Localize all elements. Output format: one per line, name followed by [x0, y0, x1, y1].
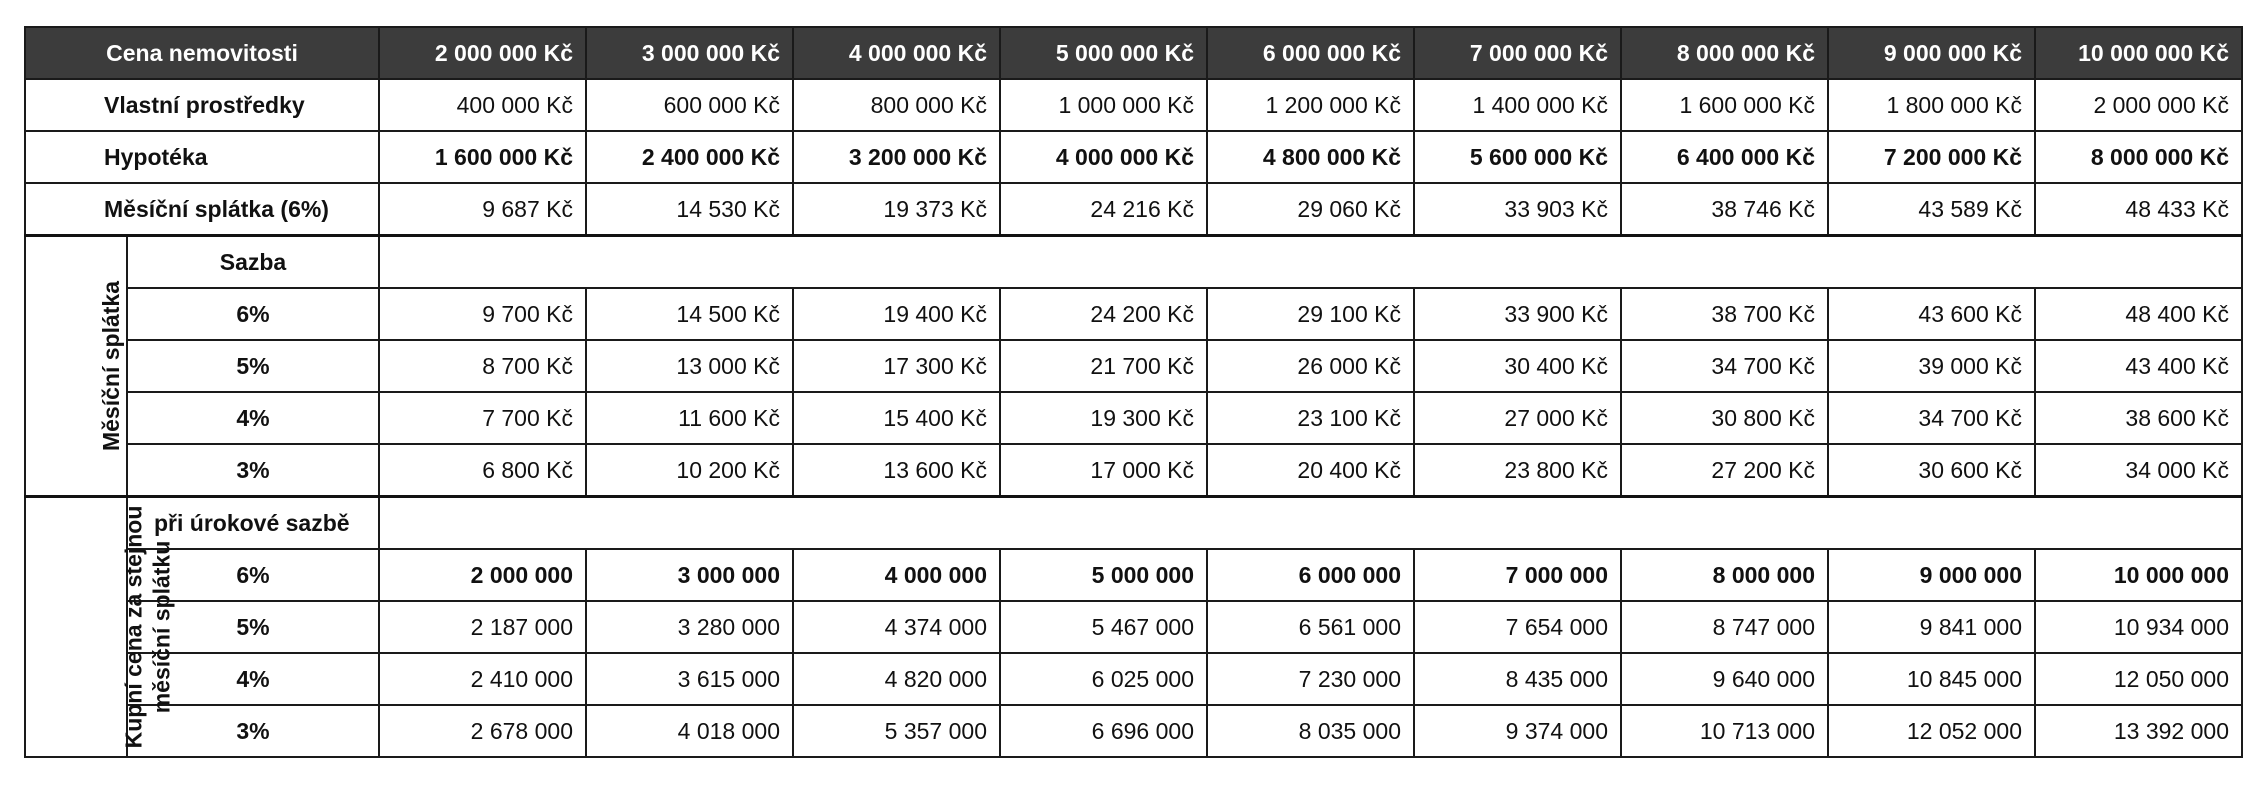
- own-funds-row: [25, 79, 2242, 131]
- table-cell: 3 615 000: [586, 653, 793, 705]
- table-cell: 20 400 Kč: [1207, 444, 1414, 497]
- table-cell: 7 230 000: [1207, 653, 1414, 705]
- table-cell: 600 000 Kč: [586, 79, 793, 131]
- table-cell: 43 400 Kč: [2035, 340, 2242, 392]
- table-cell: 30 400 Kč: [1414, 340, 1621, 392]
- table-cell: 3 000 000: [586, 549, 793, 601]
- table-cell: 26 000 Kč: [1207, 340, 1414, 392]
- table-cell: 7 200 000 Kč: [1828, 131, 2035, 183]
- table-cell: 19 373 Kč: [793, 183, 1000, 236]
- price-section-subheader: [25, 497, 2242, 550]
- table-cell: 30 600 Kč: [1828, 444, 2035, 497]
- row-label: Vlastní prostředky: [25, 79, 379, 131]
- mortgage-row: [25, 131, 2242, 183]
- table-cell: 23 800 Kč: [1414, 444, 1621, 497]
- table-cell: 14 530 Kč: [586, 183, 793, 236]
- payment-section-subheader: [25, 236, 2242, 289]
- table-cell: 48 433 Kč: [2035, 183, 2242, 236]
- rate-label: 6%: [127, 288, 379, 340]
- table-cell: 3 200 000 Kč: [793, 131, 1000, 183]
- table-cell: 5 357 000: [793, 705, 1000, 757]
- table-cell: 10 934 000: [2035, 601, 2242, 653]
- table-cell: 24 216 Kč: [1000, 183, 1207, 236]
- table-cell: 7 654 000: [1414, 601, 1621, 653]
- table-cell: 15 400 Kč: [793, 392, 1000, 444]
- table-cell: 12 052 000: [1828, 705, 2035, 757]
- rate-subheader: Sazba: [127, 236, 379, 289]
- table-cell: 2 678 000: [379, 705, 586, 757]
- table-row: [25, 601, 2242, 653]
- rate-label: 3%: [127, 705, 379, 757]
- table-cell: 33 900 Kč: [1414, 288, 1621, 340]
- table-cell: 29 060 Kč: [1207, 183, 1414, 236]
- table-cell: 10 845 000: [1828, 653, 2035, 705]
- table-cell: 5 000 000: [1000, 549, 1207, 601]
- table-cell: 7 700 Kč: [379, 392, 586, 444]
- table-cell: 10 713 000: [1621, 705, 1828, 757]
- table-cell: 13 392 000: [2035, 705, 2242, 757]
- table-cell: 27 200 Kč: [1621, 444, 1828, 497]
- table-row: [25, 705, 2242, 757]
- table-cell: 9 841 000: [1828, 601, 2035, 653]
- table-row: [25, 392, 2242, 444]
- row-label: Měsíční splátka (6%): [25, 183, 379, 236]
- table-cell: 6 400 000 Kč: [1621, 131, 1828, 183]
- monthly-payment-row: [25, 183, 2242, 236]
- table-cell: 8 747 000: [1621, 601, 1828, 653]
- table-cell: 17 300 Kč: [793, 340, 1000, 392]
- table-cell: 43 589 Kč: [1828, 183, 2035, 236]
- table-cell: 30 800 Kč: [1621, 392, 1828, 444]
- table-cell: 4 018 000: [586, 705, 793, 757]
- table-cell: 19 300 Kč: [1000, 392, 1207, 444]
- table-cell: 9 640 000: [1621, 653, 1828, 705]
- payment-section-title: Měsíční splátka: [25, 236, 127, 497]
- table-cell: 8 700 Kč: [379, 340, 586, 392]
- table-cell: 2 000 000: [379, 549, 586, 601]
- table-cell: 11 600 Kč: [586, 392, 793, 444]
- table-cell: 6 561 000: [1207, 601, 1414, 653]
- table-cell: 8 035 000: [1207, 705, 1414, 757]
- table-cell: 3 280 000: [586, 601, 793, 653]
- table-cell: 38 600 Kč: [2035, 392, 2242, 444]
- table-cell: 6 800 Kč: [379, 444, 586, 497]
- table-cell: 2 400 000 Kč: [586, 131, 793, 183]
- table-cell: 9 700 Kč: [379, 288, 586, 340]
- header-price: 9 000 000 Kč: [1828, 27, 2035, 79]
- row-label: Hypotéka: [25, 131, 379, 183]
- header-price: 2 000 000 Kč: [379, 27, 586, 79]
- table-cell: 23 100 Kč: [1207, 392, 1414, 444]
- table-cell: 800 000 Kč: [793, 79, 1000, 131]
- table-cell: 9 374 000: [1414, 705, 1621, 757]
- table-cell: 19 400 Kč: [793, 288, 1000, 340]
- table-cell: 4 000 000: [793, 549, 1000, 601]
- rate-subheader: při úrokové sazbě: [127, 497, 379, 550]
- blank-cell: [379, 236, 2242, 289]
- header-price: 5 000 000 Kč: [1000, 27, 1207, 79]
- table-cell: 10 000 000: [2035, 549, 2242, 601]
- mortgage-table-container: [24, 26, 2243, 758]
- table-cell: 10 200 Kč: [586, 444, 793, 497]
- table-cell: 6 025 000: [1000, 653, 1207, 705]
- table-cell: 38 746 Kč: [1621, 183, 1828, 236]
- mortgage-table: [24, 26, 2243, 758]
- table-cell: 24 200 Kč: [1000, 288, 1207, 340]
- table-cell: 48 400 Kč: [2035, 288, 2242, 340]
- table-cell: 14 500 Kč: [586, 288, 793, 340]
- table-row: [25, 549, 2242, 601]
- table-cell: 9 687 Kč: [379, 183, 586, 236]
- table-cell: 39 000 Kč: [1828, 340, 2035, 392]
- table-cell: 4 800 000 Kč: [1207, 131, 1414, 183]
- header-price: 3 000 000 Kč: [586, 27, 793, 79]
- table-cell: 12 050 000: [2035, 653, 2242, 705]
- table-cell: 4 374 000: [793, 601, 1000, 653]
- table-cell: 1 600 000 Kč: [1621, 79, 1828, 131]
- table-cell: 29 100 Kč: [1207, 288, 1414, 340]
- table-cell: 5 600 000 Kč: [1414, 131, 1621, 183]
- table-cell: 17 000 Kč: [1000, 444, 1207, 497]
- rate-label: 6%: [127, 549, 379, 601]
- table-cell: 1 400 000 Kč: [1414, 79, 1621, 131]
- table-cell: 8 000 000: [1621, 549, 1828, 601]
- header-price: 7 000 000 Kč: [1414, 27, 1621, 79]
- table-cell: 43 600 Kč: [1828, 288, 2035, 340]
- table-cell: 8 000 000 Kč: [2035, 131, 2242, 183]
- rate-label: 4%: [127, 392, 379, 444]
- table-cell: 7 000 000: [1414, 549, 1621, 601]
- rate-label: 3%: [127, 444, 379, 497]
- rate-label: 5%: [127, 601, 379, 653]
- table-cell: 9 000 000: [1828, 549, 2035, 601]
- table-cell: 34 700 Kč: [1828, 392, 2035, 444]
- header-price: 8 000 000 Kč: [1621, 27, 1828, 79]
- table-cell: 38 700 Kč: [1621, 288, 1828, 340]
- header-price: 10 000 000 Kč: [2035, 27, 2242, 79]
- header-row: [25, 27, 2242, 79]
- table-cell: 34 000 Kč: [2035, 444, 2242, 497]
- table-cell: 1 200 000 Kč: [1207, 79, 1414, 131]
- table-cell: 5 467 000: [1000, 601, 1207, 653]
- table-row: [25, 288, 2242, 340]
- table-row: [25, 444, 2242, 497]
- table-cell: 6 000 000: [1207, 549, 1414, 601]
- header-price: 6 000 000 Kč: [1207, 27, 1414, 79]
- table-cell: 1 800 000 Kč: [1828, 79, 2035, 131]
- table-cell: 21 700 Kč: [1000, 340, 1207, 392]
- table-cell: 1 600 000 Kč: [379, 131, 586, 183]
- table-row: [25, 340, 2242, 392]
- table-cell: 33 903 Kč: [1414, 183, 1621, 236]
- table-cell: 13 600 Kč: [793, 444, 1000, 497]
- table-cell: 13 000 Kč: [586, 340, 793, 392]
- header-label: Cena nemovitosti: [25, 27, 379, 79]
- table-cell: 2 000 000 Kč: [2035, 79, 2242, 131]
- table-row: [25, 653, 2242, 705]
- table-cell: 400 000 Kč: [379, 79, 586, 131]
- price-section-title: Kupní cena za stejnou měsíční splátku: [25, 497, 127, 758]
- table-cell: 1 000 000 Kč: [1000, 79, 1207, 131]
- blank-cell: [379, 497, 2242, 550]
- table-cell: 8 435 000: [1414, 653, 1621, 705]
- table-cell: 2 410 000: [379, 653, 586, 705]
- rate-label: 5%: [127, 340, 379, 392]
- table-cell: 27 000 Kč: [1414, 392, 1621, 444]
- table-cell: 4 820 000: [793, 653, 1000, 705]
- table-cell: 2 187 000: [379, 601, 586, 653]
- table-cell: 6 696 000: [1000, 705, 1207, 757]
- header-price: 4 000 000 Kč: [793, 27, 1000, 79]
- table-cell: 34 700 Kč: [1621, 340, 1828, 392]
- rate-label: 4%: [127, 653, 379, 705]
- table-cell: 4 000 000 Kč: [1000, 131, 1207, 183]
